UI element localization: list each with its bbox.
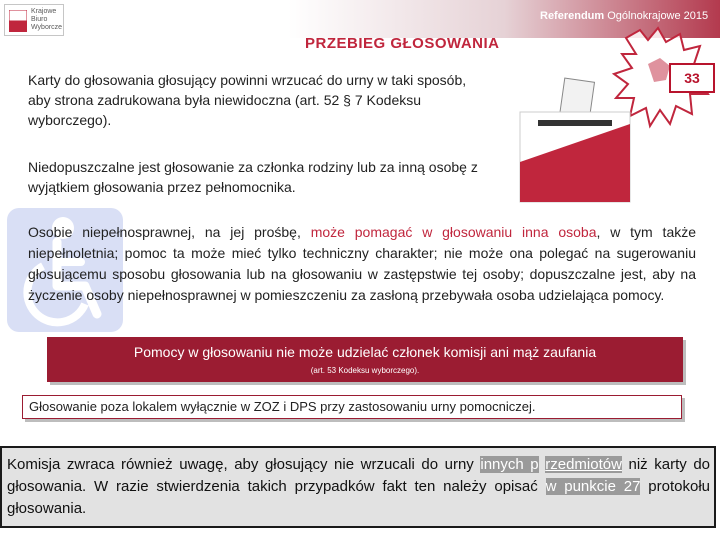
referendum-rest: Ogólnokrajowe 2015 [604, 10, 709, 22]
commission-help-text: Pomocy w głosowaniu nie może udzielać członek komisji ani mąż zaufania [133, 344, 597, 360]
band3-highlight-1: innych p [480, 456, 539, 473]
referendum-bold: Referendum [540, 10, 605, 22]
band3-text-3: protokołu głosowania. [7, 478, 710, 517]
commission-help-band [47, 337, 683, 382]
page-title: PRZEBIEG GŁOSOWANIA [305, 35, 500, 52]
logo-line: Wyborcze [31, 24, 63, 31]
referendum-title [540, 10, 708, 22]
kbw-logo [4, 4, 64, 36]
band3-text-2: niż karty do głosowania. W razie stwierdzenia takich przypadków fakt ten należy opisać [7, 456, 711, 495]
paragraph-proxy-rule: Niedopuszczalne jest głosowanie za członka rodziny lub za inną osobę z wyjątkiem głosowania przez pełnomocnika. [28, 159, 478, 195]
paragraph-assistance [28, 222, 696, 306]
paragraph-ballot-rule: Karty do głosowania głosujący powinni wrzucać do urny w taki sposób, aby strona zadrukowana była niewidoczna (art. 52 § 7 Kodeksu wyborczego). [28, 72, 467, 128]
foreign-objects-band [0, 446, 716, 528]
band3-text-1: Komisja zwraca również uwagę, aby głosujący nie wrzucali do urny [7, 456, 481, 473]
logo-line: Krajowe [31, 8, 57, 15]
band3-highlight-3: w punkcie 27 [545, 478, 641, 495]
assistance-highlight: może pomagać w głosowaniu inna osoba [310, 224, 597, 240]
logo-text [31, 8, 65, 32]
kbw-logo-icon [9, 10, 27, 32]
assistance-text-c: , w tym także niepełnoletnia; pomoc ta może mieć tylko techniczny charakter; nie może ona polegać na sugerowaniu głosującemu sposobu głosowania lub na głosowaniu w zastępstwie tej osoby; dopuszczalne jest, aby na życzenie osoby niepełnosprawnej w pomieszczeniu za zasłoną przebywała osoba udzielająca pomocy. [28, 224, 697, 303]
logo-line: Biuro [31, 16, 48, 23]
slide-number: 33 [669, 63, 715, 93]
assistance-text-a: Osobie niepełnosprawnej, na jej prośbę, [28, 224, 311, 240]
outside-voting-band: Głosowanie poza lokalem wyłącznie w ZOZ i DPS przy zastosowaniu urny pomocniczej. [22, 395, 682, 419]
ballot-box-icon [518, 74, 632, 204]
band3-highlight-2: rzedmiotów [545, 456, 622, 473]
commission-help-citation: (art. 53 Kodeksu wyborczego). [310, 366, 420, 375]
